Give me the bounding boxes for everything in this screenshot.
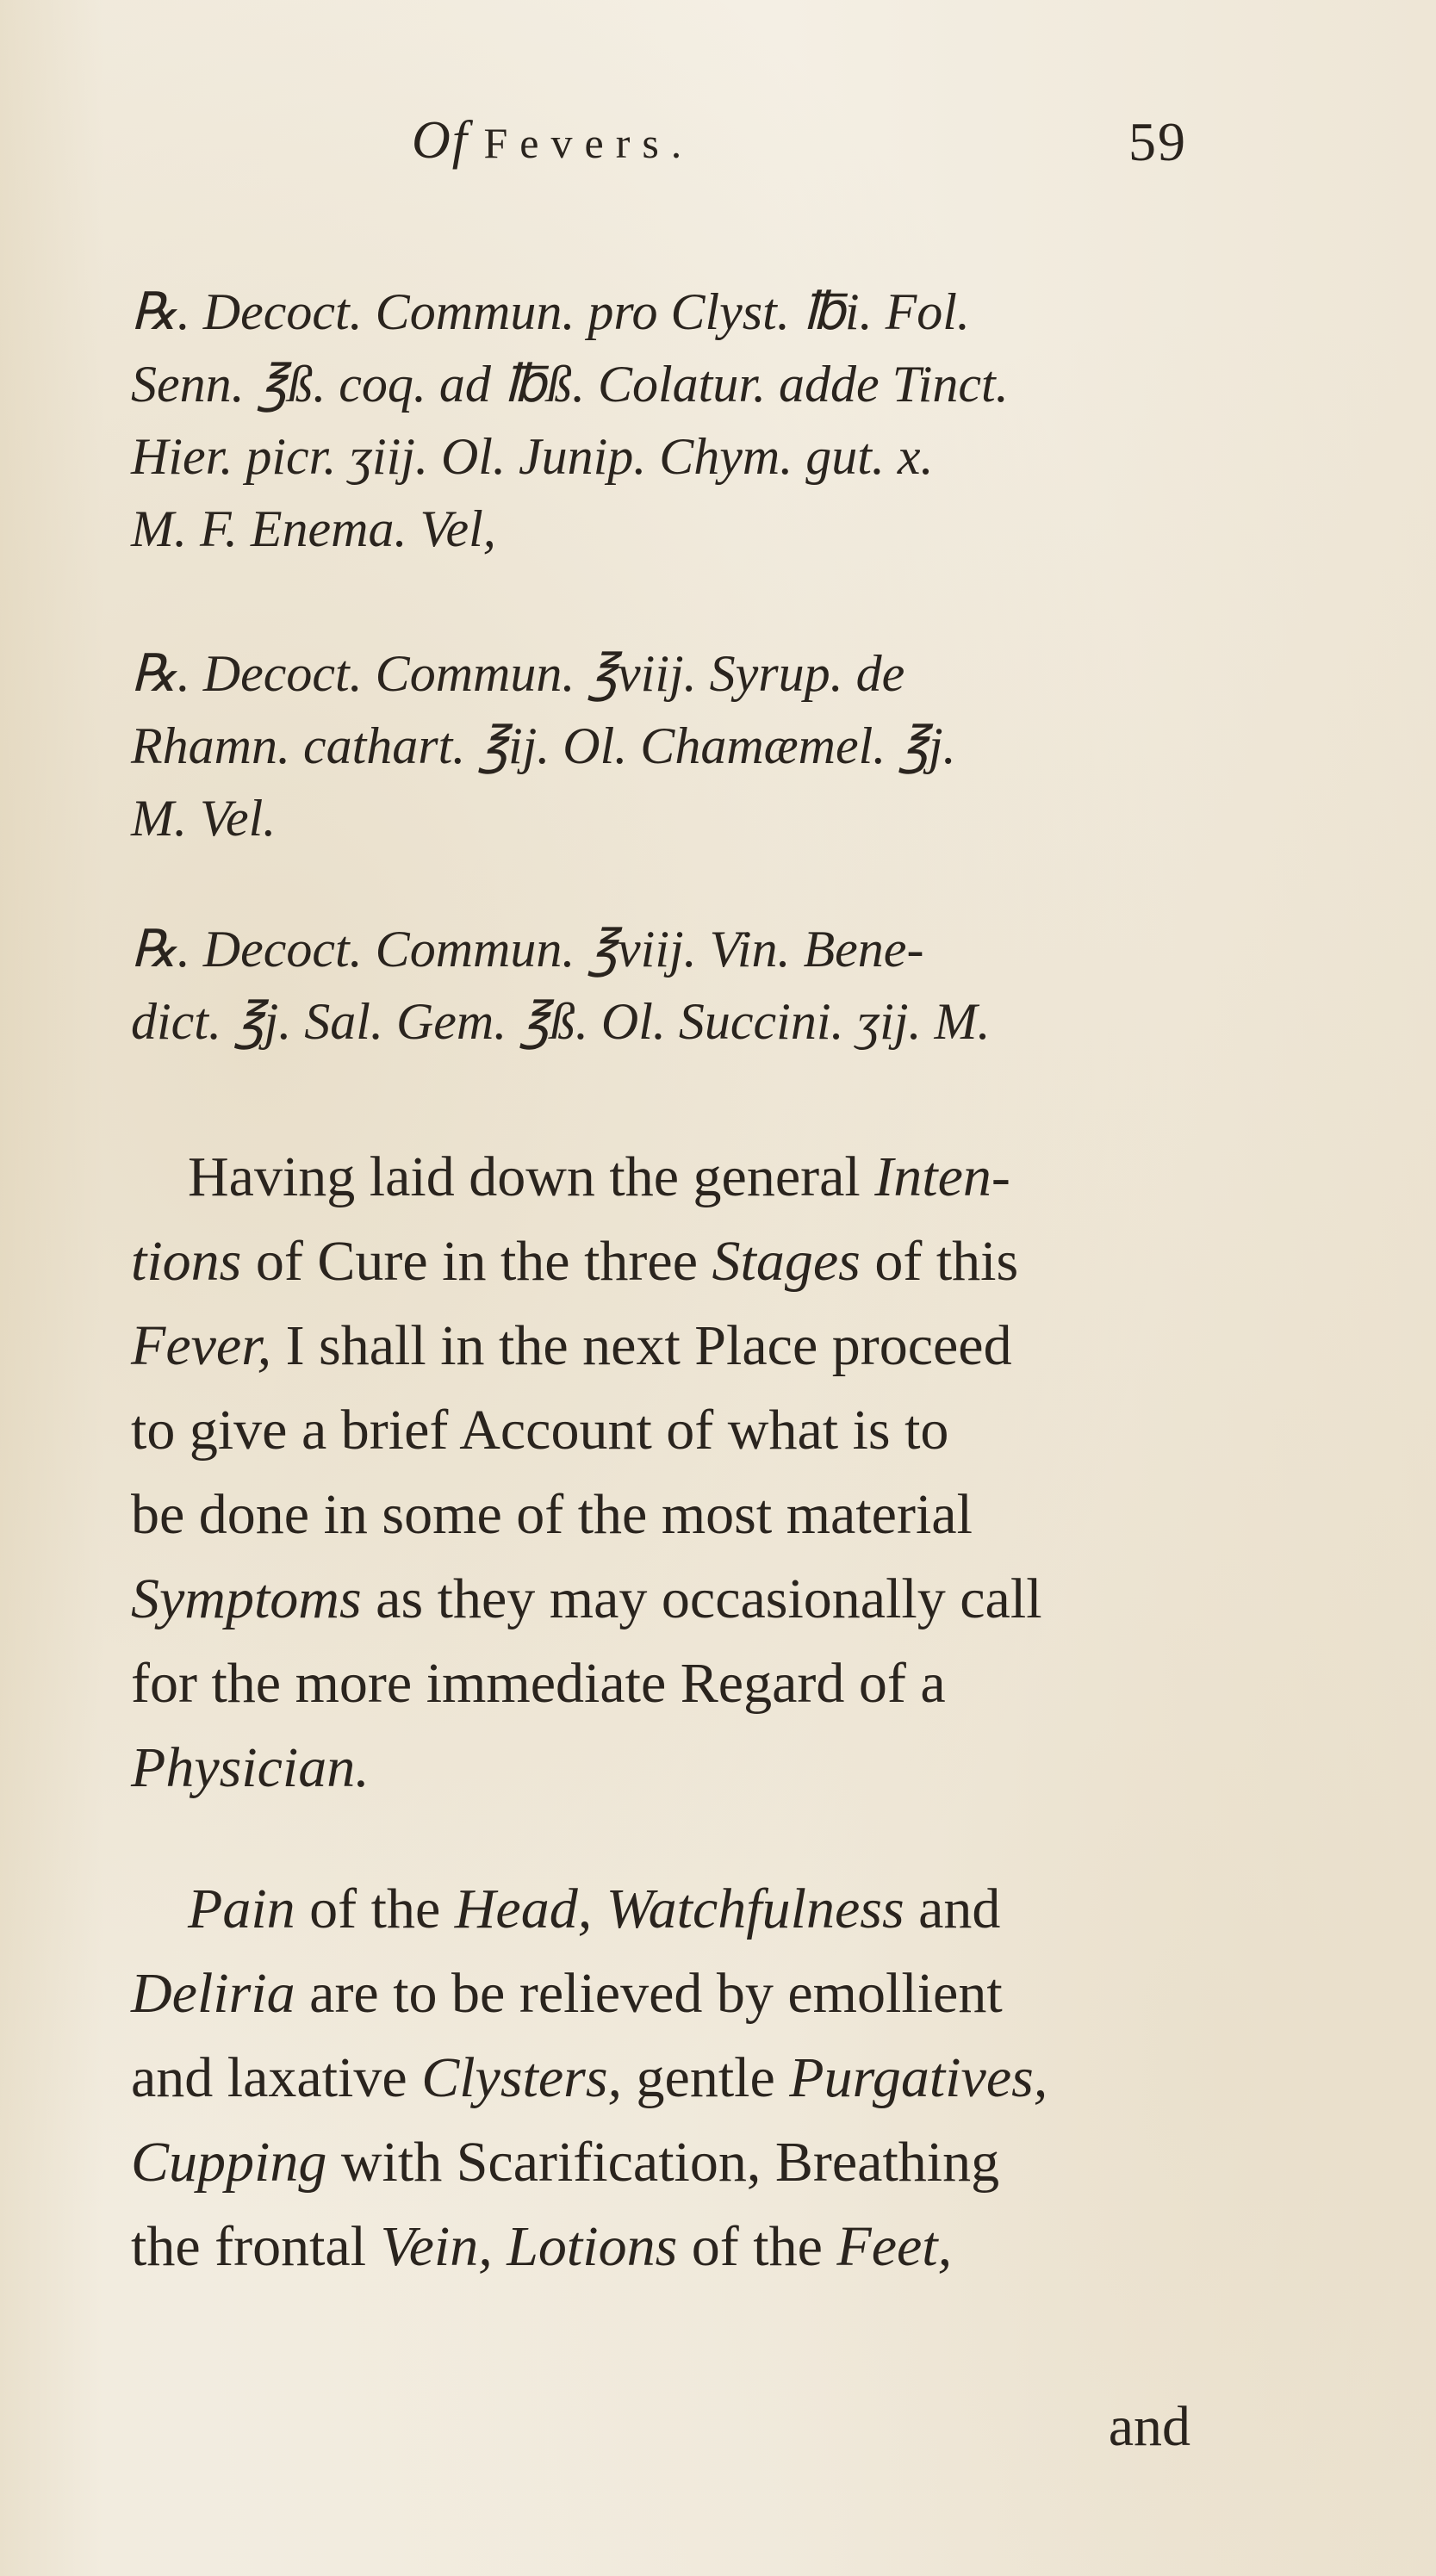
text-line: and laxative Clysters, gentle Purgatives, [131,2046,1048,2109]
text-line: Fever, I shall in the next Place proceed [131,1314,1012,1377]
paragraph-pain-of-head [131,1867,1190,2289]
text-line: tions of Cure in the three Stages of this [131,1230,1019,1293]
recipe-line: ℞. Decoct. Commun. ℥viij. Vin. Bene- [131,921,924,978]
recipe-line: M. Vel. [131,790,277,847]
recipe-line: Senn. ℥ß. coq. ad ℔ß. Colatur. adde Tinct. [131,356,1009,413]
recipe-line: Hier. picr. ʒiij. Ol. Junip. Chym. gut. x. [131,428,934,485]
text-line: the frontal Vein, Lotions of the Feet, [131,2215,953,2278]
text-line: Cupping with Scarification, Breathing [131,2131,1000,2194]
recipe-3 [131,913,1190,1058]
text-line: Deliria are to be relieved by emollient [131,1962,1003,2025]
recipe-line: ℞. Decoct. Commun. pro Clyst. ℔i. Fol. [131,283,970,340]
text-line: to give a brief Account of what is to [131,1399,949,1462]
catchword: and [1108,2395,1190,2458]
running-head [412,110,693,171]
text-line: Having laid down the general Inten- [188,1145,1010,1208]
text-line: Pain of the Head, Watchfulness and [188,1878,1001,1940]
text-line: Symptoms as they may occasionally call [131,1567,1042,1630]
recipe-1 [131,276,1190,565]
page-number: 59 [1128,111,1187,172]
recipe-2 [131,637,1190,854]
recipe-line: dict. ℥j. Sal. Gem. ℥ß. Ol. Succini. ʒij. M. [131,993,991,1050]
running-head-of: Of [412,111,469,170]
recipe-line: M. F. Enema. Vel, [131,500,496,557]
page-header [412,110,1187,188]
paragraph-intentions [131,1135,1190,1810]
text-line: for the more immediate Regard of a [131,1652,946,1715]
recipe-line: Rhamn. cathart. ℥ij. Ol. Chamæmel. ℥j. [131,717,956,774]
text-line: be done in some of the most material [131,1483,973,1546]
running-head-title: Fevers. [483,119,694,167]
text-line: Physician. [131,1736,370,1799]
recipe-line: ℞. Decoct. Commun. ℥viij. Syrup. de [131,645,905,702]
